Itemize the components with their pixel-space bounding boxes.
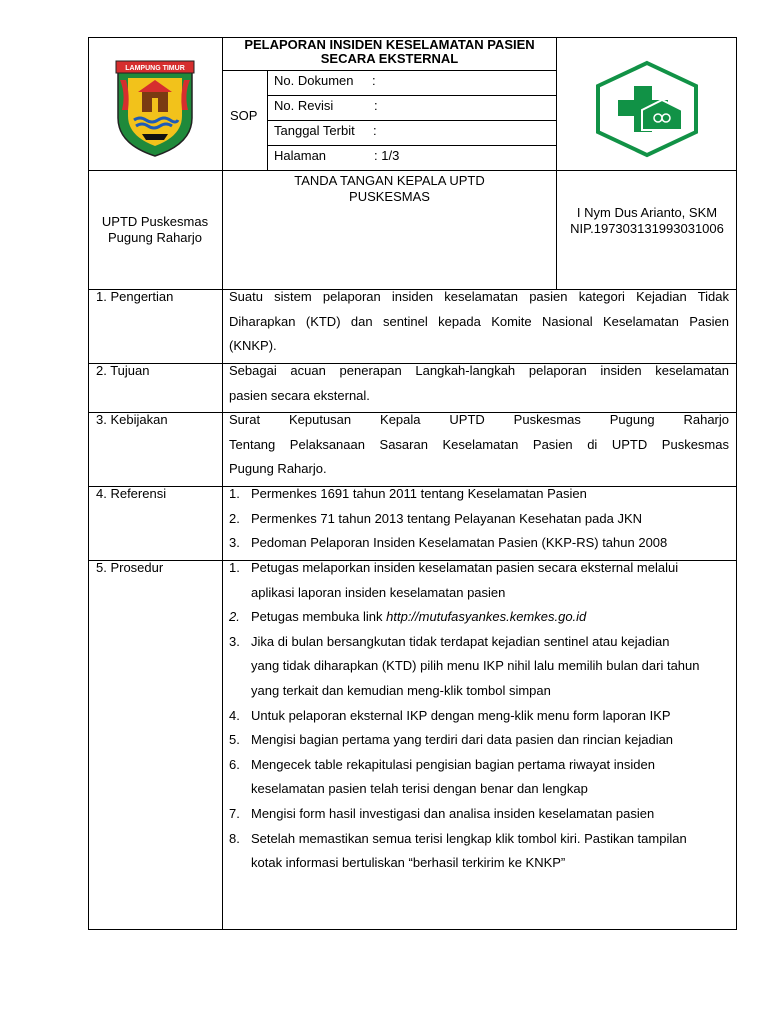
meta-no-revisi: [273, 95, 556, 120]
section-label-kebijakan: 3. Kebijakan: [96, 412, 168, 427]
meta-halaman: [273, 145, 556, 170]
meta-label: Halaman: [274, 148, 327, 163]
item-number: 1.: [229, 560, 240, 575]
list-item: [229, 827, 729, 876]
kemenkes-logo: [594, 60, 700, 158]
meta-sep: :: [372, 73, 376, 88]
item-text: Permenkes 71 tahun 2013 tentang Pelayanan Kesehatan pada JKN: [251, 510, 643, 526]
meta-label: No. Dokumen: [274, 73, 354, 88]
item-line: Mengecek table rekapitulasi pengisian bagian pertama riwayat insiden: [251, 756, 655, 772]
item-text: Petugas membuka link: [251, 609, 387, 625]
emblem-banner-text: LAMPUNG TIMUR: [125, 65, 185, 72]
list-item: [229, 556, 729, 605]
section-content-pengertian: [229, 285, 729, 359]
sop-label: SOP: [230, 108, 258, 123]
item-line: yang terkait dan kemudian meng-klik tombol simpan: [251, 682, 551, 698]
text-line: (KNKP).: [229, 338, 277, 354]
text-line: Suatu sistem pelaporan insiden keselamatan pasien kategori Kejadian Tidak: [229, 289, 729, 304]
item-line: Mengisi form hasil investigasi dan analisa insiden keselamatan pasien: [251, 805, 655, 821]
text-line: Tentang Pelaksanaan Sasaran Keselamatan Pasien di UPTD Puskesmas: [229, 436, 729, 452]
signature-caption: [222, 173, 557, 205]
section-content-kebijakan: [229, 408, 729, 482]
list-item: [229, 605, 729, 630]
item-line: aplikasi laporan insiden keselamatan pasien: [251, 584, 506, 600]
meta-label: Tanggal Terbit: [274, 123, 355, 138]
org-line-1: UPTD Puskesmas: [101, 214, 209, 229]
item-number: 2.: [229, 510, 240, 526]
text-line: Pugung Raharjo.: [229, 461, 327, 477]
meta-label: No. Revisi: [274, 98, 334, 113]
list-item: [229, 482, 729, 507]
prosedur-list: [229, 556, 729, 876]
item-line: Untuk pelaporan eksternal IKP dengan meng-klik menu form laporan IKP: [251, 707, 671, 723]
item-line: kotak informasi bertuliskan “berhasil terkirim ke KNKP”: [251, 855, 566, 871]
text-line: Sebagai acuan penerapan Langkah-langkah pelaporan insiden keselamatan: [229, 363, 729, 378]
org-line-2: Pugung Raharjo: [108, 230, 202, 245]
item-line: yang tidak diharapkan (KTD) pilih menu IKP nihil lalu memilih bulan dari tahun: [251, 658, 700, 674]
meta-tanggal-terbit: [273, 120, 556, 145]
item-line: Setelah memastikan semua terisi lengkap klik tombol kiri. Pastikan tampilan: [251, 830, 687, 846]
lampung-timur-emblem: [112, 58, 198, 158]
list-item: [229, 531, 729, 556]
list-item: [229, 802, 729, 827]
section-content-tujuan: [229, 359, 729, 408]
mutufasyankes-link[interactable]: http://mutufasyankes.kemkes.go.id: [386, 609, 587, 625]
item-number: 8.: [229, 830, 240, 846]
item-number: 5.: [229, 732, 240, 748]
item-number: 7.: [229, 805, 240, 821]
section-label-tujuan: 2. Tujuan: [96, 363, 150, 378]
sign-line-2: PUSKESMAS: [349, 189, 430, 204]
list-item: [229, 704, 729, 729]
section-label-prosedur: 5. Prosedur: [96, 560, 164, 575]
text-line: Diharapkan (KTD) dan sentinel kepada Komite Nasional Keselamatan Pasien: [229, 313, 729, 329]
list-item: [229, 507, 729, 532]
item-number: 3.: [229, 633, 240, 649]
list-item: [229, 728, 729, 753]
item-number: 1.: [229, 486, 240, 501]
section-label-pengertian: 1. Pengertian: [96, 289, 174, 304]
item-line: Jika di bulan bersangkutan tidak terdapat kejadian sentinel atau kejadian: [251, 633, 670, 649]
document-title: [222, 38, 557, 66]
signatory-name: I Nym Dus Arianto, SKM: [576, 205, 718, 220]
item-text: Pedoman Pelaporan Insiden Keselamatan Pasien (KKP-RS) tahun 2008: [251, 535, 668, 551]
meta-sep: : 1/3: [374, 148, 400, 163]
list-item: [229, 753, 729, 802]
list-item: [229, 630, 729, 704]
title-line-1: PELAPORAN INSIDEN KESELAMATAN PASIEN: [244, 37, 535, 52]
item-number: 2.: [229, 609, 240, 625]
item-line: Mengisi bagian pertama yang terdiri dari data pasien dan rincian kejadian: [251, 732, 674, 748]
organization-name: [88, 214, 222, 246]
signatory: [557, 205, 737, 237]
meta-sep: :: [373, 123, 377, 138]
item-line: keselamatan pasien telah terisi dengan benar dan lengkap: [251, 781, 588, 797]
sign-line-1: TANDA TANGAN KEPALA UPTD: [294, 173, 485, 188]
referensi-list: [229, 482, 729, 556]
text-line: Surat Keputusan Kepala UPTD Puskesmas Pugung Raharjo: [229, 412, 729, 427]
item-line: Petugas melaporkan insiden keselamatan pasien secara eksternal melalui: [251, 560, 679, 575]
meta-no-dokumen: [273, 70, 556, 95]
title-line-2: SECARA EKSTERNAL: [320, 51, 459, 66]
item-text: Permenkes 1691 tahun 2011 tentang Keselamatan Pasien: [251, 486, 587, 501]
item-number: 3.: [229, 535, 240, 551]
item-number: 4.: [229, 707, 240, 723]
signatory-nip: NIP.197303131993031006: [570, 221, 724, 236]
text-line: pasien secara eksternal.: [229, 387, 370, 403]
item-number: 6.: [229, 756, 240, 772]
section-label-referensi: 4. Referensi: [96, 486, 167, 501]
meta-sep: :: [374, 98, 378, 113]
